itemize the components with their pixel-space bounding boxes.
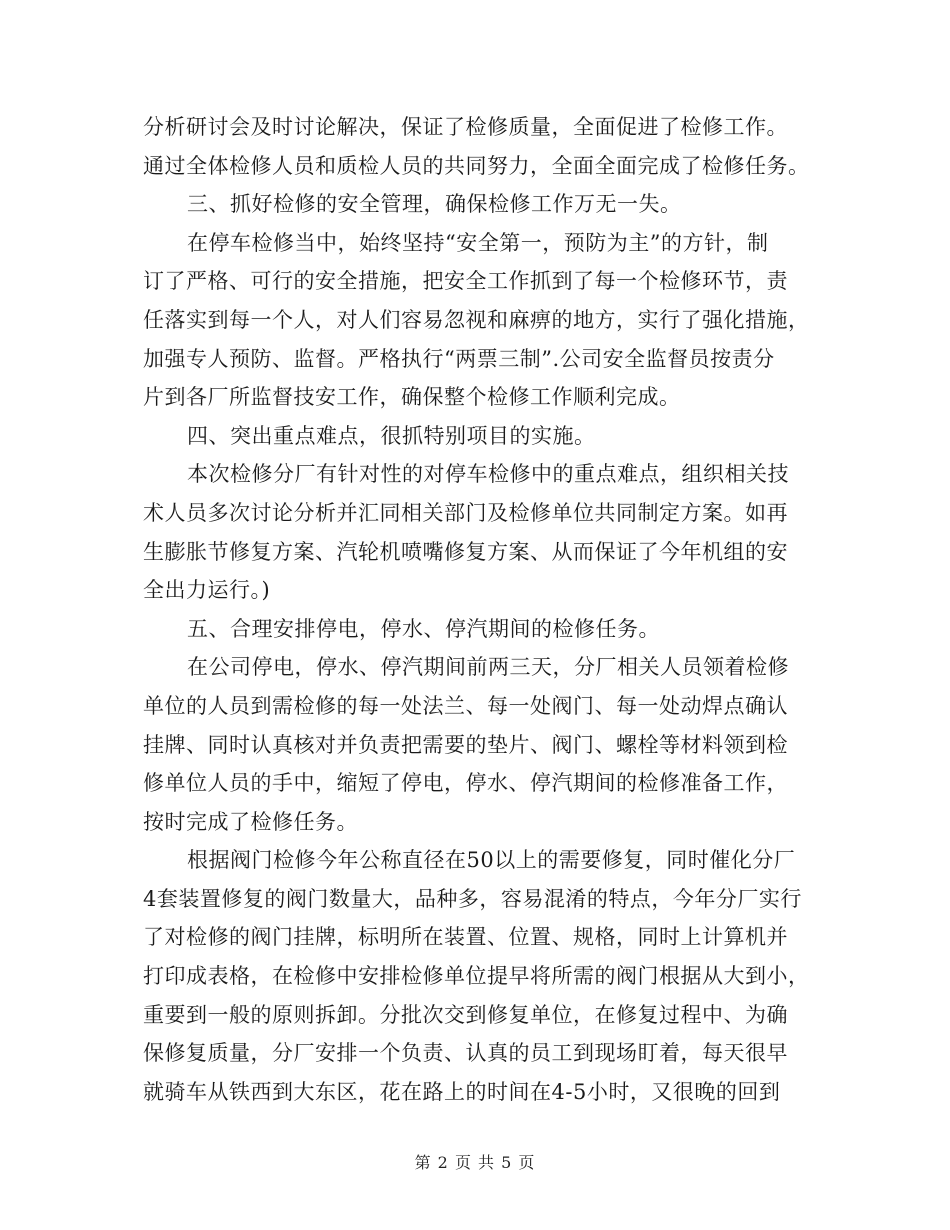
text-line: 就骑车从铁西到大东区，花在路上的时间在4-5小时，又很晚的回到 xyxy=(143,1079,781,1104)
text-line: 保修复质量，分厂安排一个负责、认真的员工到现场盯着，每天很早 xyxy=(143,1041,788,1066)
text-line: 4套装置修复的阀门数量大，品种多，容易混淆的特点，今年分厂实行 xyxy=(143,886,802,911)
text-line: 任落实到每一个人，对人们容易忽视和麻痹的地方，实行了强化措施， xyxy=(143,307,810,332)
document-body xyxy=(143,108,811,1111)
text-line: 打印成表格，在检修中安排检修单位提早将所需的阀门根据从大到小， xyxy=(143,964,810,989)
text-line: 本次检修分厂有针对性的对停车检修中的重点难点，组织相关技 xyxy=(187,462,789,487)
text-line: 修单位人员的手中，缩短了停电，停水、停汽期间的检修准备工作， xyxy=(143,771,788,796)
text-line: 生膨胀节修复方案、汽轮机喷嘴修复方案、从而保证了今年机组的安 xyxy=(143,539,788,564)
text-line: 了对检修的阀门挂牌，标明所在装置、位置、规格，同时上计算机并 xyxy=(143,925,788,950)
text-line: 在公司停电，停水、停汽期间前两三天，分厂相关人员领着检修 xyxy=(187,655,789,680)
text-line: 按时完成了检修任务。 xyxy=(143,809,358,834)
text-line: 术人员多次讨论分析并汇同相关部门及检修单位共同制定方案。如再 xyxy=(143,500,788,525)
text-line: 重要到一般的原则拆卸。分批次交到修复单位，在修复过程中、为确 xyxy=(143,1002,788,1027)
text-line: 挂牌、同时认真核对并负责把需要的垫片、阀门、螺栓等材料领到检 xyxy=(143,732,788,757)
text-line: 分析研讨会及时讨论解决，保证了检修质量，全面促进了检修工作。 xyxy=(143,115,788,139)
text-line: 通过全体检修人员和质检人员的共同努力，全面全面完成了检修任务。 xyxy=(143,153,810,178)
text-line: 在停车检修当中，始终坚持“安全第一，预防为主”的方针，制 xyxy=(187,230,769,255)
text-line: 四、突出重点难点，很抓特别项目的实施。 xyxy=(187,423,596,448)
text-line: 根据阀门检修今年公称直径在50以上的需要修复，同时催化分厂 xyxy=(187,848,796,873)
text-line: 订了严格、可行的安全措施，把安全工作抓到了每一个检修环节，责 xyxy=(143,269,788,294)
text-line: 加强专人预防、监督。严格执行“两票三制”.公司安全监督员按责分 xyxy=(143,346,775,371)
text-line: 五、合理安排停电，停水、停汽期间的检修任务。 xyxy=(187,616,660,641)
page-footer: 第 2 页 共 5 页 xyxy=(414,1153,536,1172)
text-line: 三、抓好检修的安全管理，确保检修工作万无一失。 xyxy=(187,192,682,217)
text-line: 全出力运行。) xyxy=(143,578,271,603)
text-line: 片到各厂所监督技安工作，确保整个检修工作顺利完成。 xyxy=(143,385,681,410)
text-line: 单位的人员到需检修的每一处法兰、每一处阀门、每一处动焊点确认 xyxy=(143,693,788,718)
